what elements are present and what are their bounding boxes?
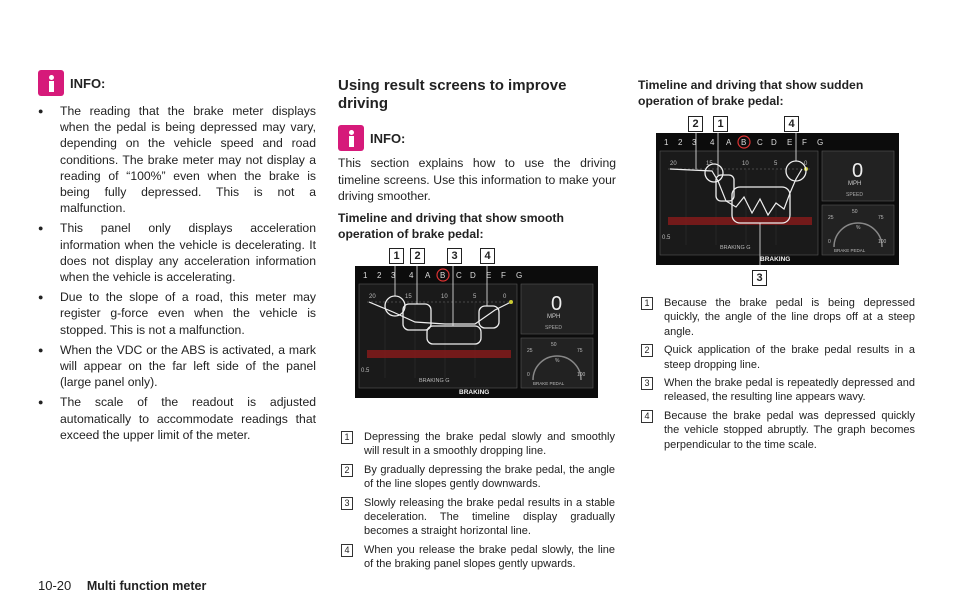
footer-label: BRAKING — [760, 256, 791, 263]
note-text: When the brake pedal is repeatedly depressed and released, the resulting line appears wavy. — [664, 377, 915, 404]
bullet-item: ● Due to the slope of a road, this meter may register g-force even when the vehicle is stopped. This is not a malfunction. — [38, 289, 316, 338]
speed-label: SPEED — [846, 192, 863, 198]
tab-label: E — [787, 138, 793, 147]
tab-label: G — [817, 138, 824, 147]
sudden-braking-screenshot — [656, 133, 899, 265]
tab-label: D — [771, 138, 777, 147]
note-item — [638, 343, 915, 372]
scale-label: 10 — [742, 161, 749, 167]
smooth-notes-list — [338, 430, 615, 576]
callout-3: 3 — [752, 270, 767, 286]
speed-unit: MPH — [848, 181, 862, 187]
note-text: When you release the brake pedal slowly, the line of the braking panel slopes gently upwards. — [364, 543, 615, 571]
info-bullet-list — [38, 103, 316, 447]
smooth-subheading: Timeline and driving that show smooth operation of brake pedal: — [338, 211, 564, 241]
note-number: 3 — [641, 377, 653, 390]
info-icon — [338, 125, 364, 151]
note-item — [638, 376, 915, 405]
gauge-value: 50 — [551, 342, 557, 348]
scale-label: 0 — [804, 161, 808, 167]
info-header-middle — [338, 125, 405, 151]
info-header-left — [38, 70, 105, 96]
scale-label: 10 — [441, 294, 448, 300]
note-item — [638, 296, 915, 339]
gauge-value: 0 — [828, 239, 831, 245]
tab-label: A — [726, 138, 732, 147]
gauge-value: 50 — [852, 209, 858, 215]
note-number: 2 — [341, 464, 353, 477]
smooth-braking-screenshot — [355, 266, 598, 398]
speed-label: SPEED — [545, 325, 562, 331]
tab-label-selected: B — [440, 271, 446, 280]
callout-4: 4 — [784, 116, 799, 132]
note-item — [338, 463, 615, 492]
panel-label: BRAKING G — [419, 378, 450, 384]
bullet-item: ● This panel only displays acceleration information when the vehicle is decelerating. It does not display any acceleration information when the vehicle is accelerating. — [38, 220, 316, 285]
gauge-value: 75 — [577, 348, 583, 354]
tab-label: 2 — [678, 138, 683, 147]
tab-label: 4 — [409, 271, 414, 280]
scale-label: 5 — [774, 161, 778, 167]
tab-label: G — [516, 271, 523, 280]
tab-label: 3 — [391, 271, 396, 280]
speed-value: 0 — [551, 293, 563, 315]
tab-label: F — [501, 271, 506, 280]
note-number: 2 — [641, 344, 653, 357]
tab-label: C — [456, 271, 462, 280]
speed-unit: MPH — [547, 314, 561, 320]
callout-1: 1 — [713, 116, 728, 132]
tab-label: D — [470, 271, 476, 280]
callout-2: 2 — [410, 248, 425, 264]
note-text: Because the brake pedal is being depressed quickly, the angle of the line drops off at a steep angle. — [664, 297, 915, 338]
section-heading: Using result screens to improve driving — [338, 77, 567, 112]
scale-label: 20 — [670, 161, 677, 167]
note-number: 1 — [341, 431, 353, 444]
info-paragraph: This section explains how to use the driving timeline screens. Use this information to make your driving smoother. — [338, 156, 616, 203]
callout-1: 1 — [389, 248, 404, 264]
note-text: By gradually depressing the brake pedal, the angle of the line slopes gently downwards. — [364, 463, 615, 491]
bullet-item: ● The scale of the readout is adjusted automatically to accommodate readings that exceed the upper limit of the meter. — [38, 394, 316, 443]
tab-label: E — [486, 271, 492, 280]
scale-label: 20 — [369, 294, 376, 300]
scale-label: 0.5 — [662, 235, 671, 241]
scale-label: 5 — [473, 294, 477, 300]
note-number: 4 — [341, 544, 353, 557]
speed-value: 0 — [852, 160, 864, 182]
note-number: 3 — [341, 497, 353, 510]
panel-label: BRAKING G — [720, 245, 751, 251]
note-item — [338, 543, 615, 572]
tab-label: C — [757, 138, 763, 147]
note-text: Slowly releasing the brake pedal results in a stable deceleration. The timeline display gradually becomes a straight horizontal line. — [364, 496, 615, 538]
scale-label: 0.5 — [361, 368, 370, 374]
gauge-value: 100 — [878, 239, 887, 245]
gauge-unit: % — [856, 225, 861, 231]
scale-label: 0 — [503, 294, 507, 300]
scale-label: 15 — [405, 294, 412, 300]
gauge-value: 25 — [527, 348, 533, 354]
tab-label: 3 — [692, 138, 697, 147]
gauge-value: 0 — [527, 372, 530, 378]
sudden-subheading: Timeline and driving that show sudden operation of brake pedal: — [638, 78, 864, 108]
tab-label: 4 — [710, 138, 715, 147]
gauge-label: BRAKE PEDAL — [533, 381, 565, 386]
info-label: INFO: — [70, 75, 106, 91]
sudden-notes-list — [638, 296, 915, 456]
gauge-value: 25 — [828, 215, 834, 221]
tab-label: F — [802, 138, 807, 147]
gauge-unit: % — [555, 358, 560, 364]
tab-label: 1 — [363, 271, 368, 280]
page-footer — [38, 578, 206, 593]
bullet-item: ● The reading that the brake meter displays when the pedal is being depressed may vary, depending on the vehicle speed and road conditions. The brake meter may not display a reading of “100%” even when the brake is being fully depressed. This is not a malfunction. — [38, 103, 316, 216]
info-label: INFO: — [370, 130, 406, 146]
note-item — [638, 409, 915, 452]
tab-label: A — [425, 271, 431, 280]
note-text: Because the brake pedal was depressed quickly the vehicle stopped abruptly. The graph becomes perpendicular to the time scale. — [664, 409, 915, 451]
tab-label: 2 — [377, 271, 382, 280]
footer-label: BRAKING — [459, 389, 490, 396]
note-item — [338, 496, 615, 539]
note-number: 4 — [641, 410, 653, 423]
page-number: 10-20 — [38, 578, 72, 593]
note-number: 1 — [641, 297, 653, 310]
gauge-value: 75 — [878, 215, 884, 221]
callout-3: 3 — [447, 248, 462, 264]
callout-2: 2 — [688, 116, 703, 132]
tab-label: 1 — [664, 138, 669, 147]
callout-4: 4 — [480, 248, 495, 264]
gauge-value: 100 — [577, 372, 586, 378]
scale-label: 15 — [706, 161, 713, 167]
section-title: Multi function meter — [86, 579, 207, 593]
bullet-item: ● When the VDC or the ABS is activated, a mark will appear on the far left side of the panel (large panel only). — [38, 342, 316, 391]
note-text: Quick application of the brake pedal results in a steep dropping line. — [664, 344, 915, 371]
tab-label-selected: B — [741, 138, 747, 147]
note-item — [338, 430, 615, 459]
note-text: Depressing the brake pedal slowly and smoothly will result in a smoothly dropping line. — [364, 431, 615, 458]
info-icon — [38, 70, 64, 96]
gauge-label: BRAKE PEDAL — [834, 248, 866, 253]
